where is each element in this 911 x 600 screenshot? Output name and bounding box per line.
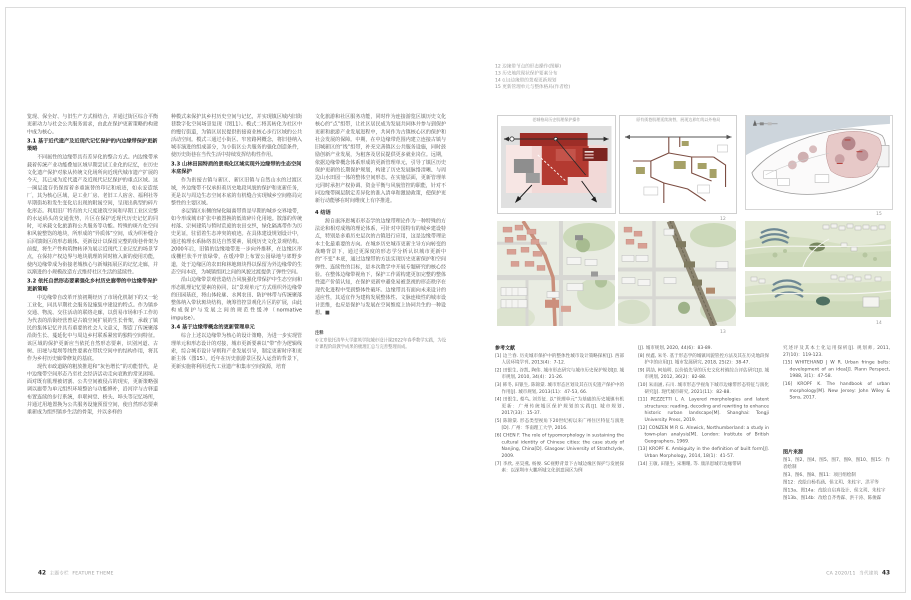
left-column-1: [27, 113, 158, 558]
figure-14-strip-b: [745, 271, 891, 317]
reference-item: [15] WHITEHAND J W R. Urban fringe belts: development of an idea[J]. Plann Perspect, 1988, 3(1)：47-58.: [783, 360, 890, 379]
figure-caption-list: [495, 63, 675, 91]
reference-item: [J]. 城市规划, 2020, 44(6)：83-89.: [638, 345, 712, 351]
section-heading-3-2: 3.2 依托自然形态要素强化乡村历史廊带的中边缘带保护更新策略: [27, 278, 158, 292]
landscape-strip-b: [745, 271, 891, 317]
figure-14-strip-a: [745, 221, 891, 267]
paragraph: 览现、保全好、与旧生产方式相结合，并通过街区综合平衡更新动力与社会公共服务需求，由此在保护更新策略的构建中成为核心。: [27, 114, 158, 135]
masterplan-map-b: [618, 221, 736, 326]
reference-item: [14] 王敏, 田银生, 宋珊珊, 等. 康泽恩城市边缘带研: [638, 461, 742, 467]
notes-title: 注释: [315, 330, 324, 336]
left-page-footer: [38, 567, 238, 577]
note-item: ①文章依托清华大学建筑学院城市设计课2022年春季教学实践，为设计课程阶段教学成果的梳理汇总与完善整理而成。: [315, 337, 446, 350]
image-source-line: 图13b、图14b：改绘自齐秀霖、洪干涛、陈俊霖: [783, 495, 882, 501]
figure-12: [497, 115, 737, 214]
reference-item: [8] 侯鑫, 朱冬. 基于形态学的城镇风貌管控方法及其在历史地段保护中的应用[J]. 城市发展研究, 2018, 25(2)：38-47.: [638, 353, 769, 366]
reference-item: [11] PEZZETTI L A. Layered morphologies and latent structures: reading, decoding and rewriting to enhance historic rurban landscape[M]. Shanghai: Tongji University Press, 2019.: [638, 397, 769, 423]
paragraph: 作为衔接古镇与新区、新区旧镇与自然山水的过渡区域，外边缘带不仅承担着历史地段风貌的保护和更新任务，更是以与周边生态空间本底的有机缝合实现城乡空间格局完整性的主要区域。: [171, 177, 302, 207]
left-column-2: [171, 113, 302, 558]
reference-item: [6] CHEN F. The role of typomorphology in sustaining the cultural identity of Chinese cities: the case study of Nanjing, China[D]. Glasgow: University of Strathclyde, 2009.: [495, 433, 624, 459]
management-unit-plan: [746, 116, 890, 207]
figure-12-right-title: 原有街巷肌理延续演替，展现边界红线以外格局: [635, 117, 720, 122]
figure-15-number: 15: [876, 211, 882, 217]
paragraph: 源自康泽恩城市形态学的边缘带理论作为一种特殊的方法论和相对成熟的理论体系，可针对中国特有的城乡建设特点，特别是多重历史层次的古镇进行应用，这是边缘带理论本土化最重要的方向。在城乡历史城市更新主导方向转变的战略背景下，通过更深度的形态学分析认识城市更新中的“不变”本底，通过边缘带的方法实现历史更新保护和空间弹性、连续性的目标，是本次教学中开展专题研究的核心经验。在整体边缘带视角下，保护工作需构建更加完整的整体性遗产价值认知，在保护更新中避免易被忽视的形态秩序在现代化进程中受到整体性破坏。边缘带具有面向未来设计的适应性，其适宜作为建构发展整体性、文脉连续性的城市设计思维，也应是保护与发展在空间维度上协同共生的一种设想。■: [315, 218, 446, 316]
reference-item: [3] 韩冬, 田银生, 陈锦棠. 城市形态区划及其在历史遗产保护中的作用[J]. 城市规划, 2013(11)：47-53, 66.: [495, 382, 624, 395]
page-number: 42: [38, 569, 47, 576]
image-source-line: 图1、图2、图4、图5、图7、图9、图10、图15：作者绘制: [783, 457, 890, 470]
image-source-line: 图3、图6、图8、图11：项目组绘制: [783, 472, 856, 478]
reference-item: [13] KROPF K. Ambiguity in the definition of built form[J]. Urban Morphology, 2014, 18(1)：41-57.: [638, 446, 769, 459]
reference-item: [16] KROPF K. The handbook of urban morphology[M]. New Jersey: John Wiley & Sons, 2017.: [783, 381, 890, 401]
reference-item: [10] 朱雨涵, 石川. 城市形态学视角下城市边缘带形态特征与演化研究[J]. 现代城市研究, 2021(11)：82-88.: [638, 382, 769, 395]
journal-name-cn: 当代建筑: [859, 570, 879, 576]
references-section: [495, 345, 895, 560]
paragraph: 文化旅游和社区服务功能，同时作为连接游览区镇历史文化核心的“点”组带，让社区居民成为发展共同体并参与到保护更新和旅游产业发展进程中，共同作为古镇核心区的保护和社会发展的保障。中期，在中边缘带范围内建立连接古镇与旧城新区的“线”组带，补充完善镇区公共服务设施，同时鼓励创新产业发展，为租客及居民提供更多就业岗位。远期，依据边缘带概念体系形成的更新管理单元，引导了镇区历史保护更新的长期保护规划，构建了历史发展脉络清晰、与周边山水田园一体的整体空间形态。在实施层面，更新管理单元同时承担产权协调、资金平衡与风貌管控的职能，针对不同边缘带圈层制定差异化的准入清单和激励政策，使保护更新行动能够在时间维度上有序推进。: [315, 114, 446, 204]
reference-item: [4] 田银生, 蔡鸟, 刘芳征. 以“管理单元”为基础的历史城镇有机更新：广州传统城区保护规划的实践[J]. 城市规划, 2017(33)：15-37.: [495, 397, 624, 416]
figure-caption-14: 14 (山)边缘带的景观更新规划: [495, 77, 557, 83]
image-sources-block: [783, 449, 890, 502]
figure-caption-13: 13 历史地段现状保护要素分布: [495, 70, 558, 76]
page-number: 43: [881, 569, 890, 576]
section-heading-3-1: 3.1 基于近代遗产及近现代记忆保护的内边缘带保护更新策略: [27, 137, 158, 152]
left-column-3: [315, 113, 446, 558]
figure-15: [745, 115, 893, 210]
paragraph: 综合上述以边缘带为核心的设计策略，为进一步实现管理单元和形态设计的对接，城市更新要素以“带”作为逻辑线索，综合城市设计导则和产业发展引导，制定更新时序和更新主体（图15）。近年在历史旅游景区投入运营的背景下，更新实施将利用近代工业遗产和集市空间资源，培育: [171, 333, 302, 370]
section-heading-3-3: 3.3 山林田园特质的景观化区域实现外边缘带的生态空间本底保护: [171, 160, 302, 175]
figure-12-number: 12: [720, 216, 726, 222]
paragraph: 中边缘带自改革开放初期经历了市场化机制下的又一轮工业化，同具早期社会服务设施集中建设的特点。作为镇乡交通、物流、交往活动的联络走廊，以贸易市场和手工作坊为代表的沿街经营曾是古镇空间扩展的生长骨架，承载了镇民的集体记忆并具有重要的社会人文意义，塑造了传统聚落沿街生长、蔓延化中与周边乡村联系紧密的独特空间特征。该区域的保护更新应当依托自然形态要素，识别河道、古树、田埂与堤坝等线性要素在带状空间中的结构作用，将其作为乡村历史廊带修复的基底。: [27, 294, 158, 362]
journal-issue: CA 2020/11: [826, 570, 856, 576]
references-column-1: [495, 345, 624, 475]
references-column-2: [638, 345, 769, 469]
notes-block: [315, 330, 446, 351]
figure-12-right-panel: [619, 115, 738, 214]
masterplan-map-a: [497, 221, 615, 326]
image-sources-title: 图片来源: [783, 449, 803, 455]
street-network-diagram: [620, 125, 737, 212]
section-name-en: FEATURE THEME: [72, 570, 114, 576]
figure-13-number: 13: [720, 329, 726, 335]
reference-item: [12] CONZEN M R G. Alnwick, Northumberland: a study in town-plan analysis[M]. London: Institute of British Geographers, 1969.: [638, 425, 769, 444]
figure-caption-12: 12 边缘带节点的形态操作(图解): [495, 63, 562, 69]
red-morphology-diagram: [498, 125, 615, 212]
image-source-line: 图12：改绘自杨若涵、侯文玥、朱柱宇、洪平等: [783, 480, 879, 486]
references-column-3: [783, 345, 890, 503]
reference-item: [7] 李欣, 巫昊燕, 杨俊. SC视野背景下古城边缘区保护与发展探索：以深圳市大鹏所城文化创意园区为例: [495, 461, 624, 474]
paragraph: 不同属性的边缘带具有差异化的整合方式。内边缘带承载着传统产业功能叠加区域早期尝试工业化的记忆，在历史文化遗产保护对象从传统文化场所向近现代城市遗产扩展的今天，其已成为近代遗产及近现代记忆保护的重点区域。这一圈层遗存仍保留着多重演替的印记和痕迹，如永安造纸厂，其为核心区域，是工业厂房、老旧工人宿舍、福利社等早期街坊和发生变化后出现的附属空间，呈现出典型的碎片化形态。利用旧厂特有的大尺度建筑空间和早期工业区完整的水运码头的交通优势，片区在保护近现代历史记忆的同时，可承载文化旅游和公共服务等功能。特殊的斑片化空间和风貌整饬的地块，所形成的“异质体”空间，成为织补缝合后回馈街区的形态载体。更新设计以保留完整的街巷骨架为前提，将生产性构筑物转译为展示近现代工业记忆的场景节点，在保持产权边界与地块肌理的同时植入新的使用功能，使内边缘带成为衔接老城核心与新城拓展区的记忆走廊，并以渐进的小规模改造方式维持社区生活的延续性。: [27, 154, 158, 275]
image-source-line: 图13a、图14a：改绘自启真设计、侯文玥、朱柱宇: [783, 487, 886, 493]
section-heading-conclusion: 4 结语: [315, 209, 331, 216]
paragraph: 现代市政道路的粗放推进和“灰色增长”的功能替代，是中边缘带空间形态乃至社会经济活动走向衰败的常见困境。面对既有肌理被切割、公共空间被侵占的现实，更新策略强调以廊带为单元组织环境整治与功能修补，沿河岸与古驿道布置连续的步行系统，串联祠堂、桥头、埠头等记忆场所，并通过用地置换为公共服务设施预留空间，使自然形态要素重新成为组织镇乡生活的骨架，并以多样的: [27, 363, 158, 416]
figure-13: [497, 221, 736, 326]
section-heading-3-4: 3.4 基于边缘带概念的更新管理单元: [171, 324, 255, 331]
paragraph: 种模式来保护其乡村历史空间与记忆，并实现镇区城内旧街巷数字化空间场景复现（图11）。模式二将其转化为社区中的慢行街道，为镇区居民提供衔接商业核心步行区域的公共活动空间。模式三通过小街区、窄密路网概念，将旧巷纳入城市演进的组成部分，为小街区公共服务的强化创造条件，使历史街巷在当代生活中持续发挥结构性作用。: [171, 114, 302, 158]
reference-item: 究述评及其本土化运用探析[J]. 规划师, 2011, 27(10)：119-123.: [783, 345, 890, 358]
reference-item: [9] 阴劼, 柯灿明. 以价值先导的历史文化村镇综合评估研究[J]. 城市规划, 2012, 36(2)：82-88.: [638, 367, 769, 380]
section-name-cn: 主题专栏: [49, 570, 69, 576]
references-title: 参考文献: [495, 345, 515, 351]
figure-12-left-title: 老城格局历史肌理保护操作: [532, 117, 581, 122]
reference-item: [1] 边兰春. 历史城市保护中的整体性城市设计策略探析[J]. 西部人居环境学刊, 2013(4)：7-12.: [495, 353, 624, 366]
reference-item: [2] 田银生, 谷凯, 陶伟. 城市形态研究与城市历史保护规划[J]. 城市规划, 2010, 34(4)：21-26.: [495, 367, 624, 380]
figure-caption-15: 15 更新管理单元与整体格局(作者绘): [495, 84, 571, 90]
reference-item: [5] 陈锦棠. 形态类型视角下20世纪初以来广州住区特征与演进[D]. 广州：华南理工大学, 2016.: [495, 418, 624, 431]
paragraph: 沿山边缘带景观营造结合风貌强化带保护中生态空间和形态肌理记忆要素的协同，以“景观单元”方式组织外边缘带的田园基底，将山体轮廓、水网农田、防护林带与传统聚落整体纳入带状斑块结构，统筹管控景观化片区的扩展，由此构成保护与发展之间的规范性缓冲（normative impulse）。: [171, 277, 302, 321]
landscape-strip-a: [745, 221, 891, 267]
figure-12-left-panel: [497, 115, 616, 214]
paragraph: 多层镇区东侧的绿化隔离带曾是早期的城乡交界地带，如今形成城市扩张中被置换的低效碎片化用地。散落的传统村落、宗祠建筑与暂时荒废的农田交织，绿化隔离带作为历史见证，驻留着生态冲突的痕迹。在具体建设规划设计中，通过梳理水系脉络表达自然要素，展现历史文化景观结构。2000年后，旧镇的边缘地带进一步向外推移，在边缘区形成栅栏状半开放绿带，在缓冲带上布置公园绿地与郊野步道，处于边缘区的农田和林地斑块得以保留为外边缘带的生态空间本底，为城镇组团之间的风貌过渡提供了弹性空间。: [171, 208, 302, 275]
figure-14-number: 14: [876, 320, 882, 326]
right-page-footer: [660, 567, 890, 577]
